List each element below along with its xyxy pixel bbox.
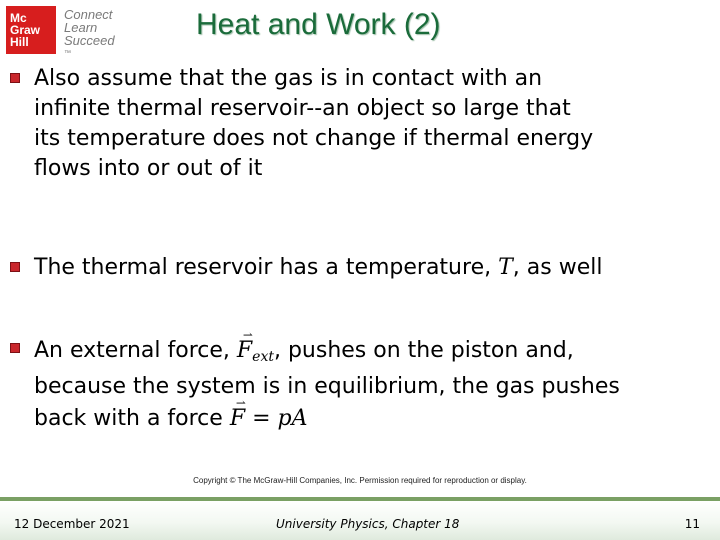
bullet-line [34, 253, 602, 283]
bullet-line: infinite thermal reservoir--an object so large that [34, 96, 571, 121]
trademark-symbol: ™ [64, 50, 71, 57]
footer-page-number: 11 [684, 517, 700, 531]
force-equation [229, 396, 308, 434]
publisher-logo [6, 6, 136, 57]
text-run: An external force, [34, 338, 237, 363]
bullet-text [34, 253, 602, 283]
bullet-line [34, 328, 620, 372]
slide-footer [0, 497, 720, 540]
external-force-symbol [236, 328, 274, 372]
bullet-marker-icon [10, 262, 20, 272]
logo-tagline-word: Succeed [64, 33, 115, 48]
vector-arrow-icon: ⇀ [242, 328, 253, 342]
logo-tagline-line: Learn [64, 20, 98, 35]
text-run: , as well [512, 255, 603, 280]
temperature-symbol: T [498, 255, 513, 280]
force-letter: F [236, 338, 253, 363]
logo-brand-line: Graw [10, 23, 41, 37]
text-run: back with a force [34, 406, 230, 431]
vector-arrow-icon: ⇀ [235, 396, 246, 410]
bullet-line: its temperature does not change if thermal energy [34, 126, 594, 151]
bullet-marker-icon [10, 343, 20, 353]
logo-mark [6, 6, 56, 54]
text-run: The thermal reservoir has a temperature, [34, 255, 499, 280]
bullet-line: Also assume that the gas is in contact with an [34, 66, 543, 91]
bullet-line: flows into or out of it [34, 156, 263, 181]
logo-tagline-line: Connect [64, 7, 113, 22]
logo-brand-line: Mc [10, 11, 27, 25]
logo-tagline-line [64, 34, 115, 60]
footer-date: 12 December 2021 [14, 517, 130, 531]
bullet-line: because the system is in equilibrium, the gas pushes [34, 374, 620, 399]
logo-tagline [64, 8, 115, 60]
slide-title: Heat and Work (2) [196, 8, 441, 41]
force-subscript: ext [252, 349, 274, 365]
footer-book-title: University Physics, Chapter 18 [276, 517, 460, 531]
logo-brand-line: Hill [10, 35, 29, 49]
bullet-line [34, 396, 620, 434]
text-run: , pushes on the piston and, [273, 338, 574, 363]
equation-text: F = pA [229, 406, 308, 431]
bullet-text [34, 64, 593, 184]
bullet-text [34, 328, 620, 434]
bullet-marker-icon [10, 73, 20, 83]
copyright-notice: Copyright © The McGraw-Hill Companies, Inc. Permission required for reproduction or display. [193, 476, 527, 485]
